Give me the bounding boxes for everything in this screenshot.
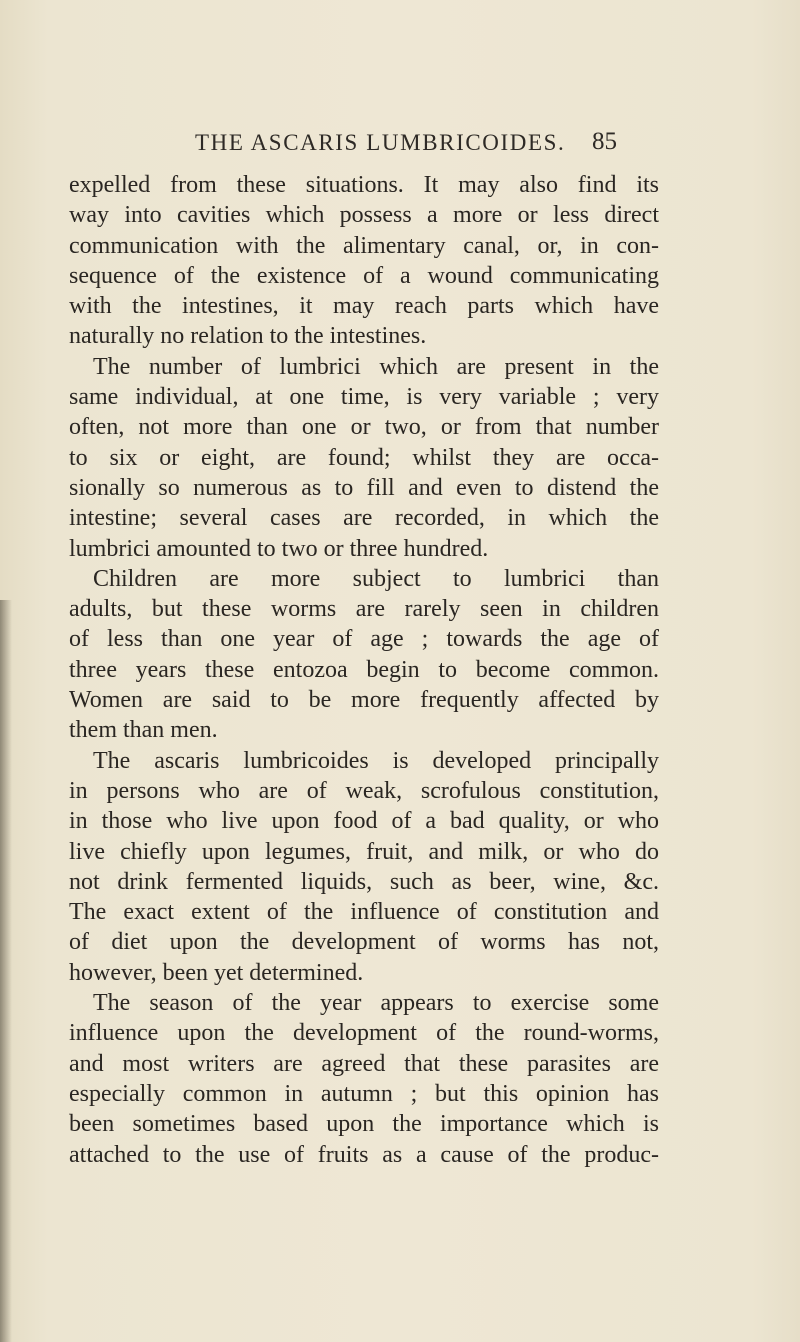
text-line: The season of the year appears to exercise some — [93, 990, 659, 1017]
text-line: however, been yet determined. — [69, 959, 364, 986]
body-text — [69, 170, 659, 1170]
text-line: attached to the use of fruits as a cause of the produc- — [69, 1141, 659, 1168]
text-line: The ascaris lumbricoides is developed principally — [93, 747, 659, 774]
text-line: sionally so numerous as to fill and even to distend the — [69, 474, 659, 501]
text-line: them than men. — [69, 717, 218, 744]
text-line: in those who live upon food of a bad quality, or who — [69, 808, 659, 835]
text-line: communication with the alimentary canal, or, in con- — [69, 232, 659, 259]
text-line: to six or eight, are found; whilst they are occa- — [69, 444, 659, 471]
text-line: and most writers are agreed that these parasites are — [69, 1050, 659, 1077]
text-line: expelled from these situations. It may also find its — [69, 172, 659, 198]
text-line: intestine; several cases are recorded, in which the — [69, 505, 659, 532]
page-edge-shadow — [0, 600, 12, 1342]
text-line: The number of lumbrici which are present in the — [93, 353, 659, 380]
text-line: Children are more subject to lumbrici than — [93, 565, 659, 592]
text-line: often, not more than one or two, or from that number — [69, 414, 659, 441]
text-line: lumbrici amounted to two or three hundred. — [69, 535, 489, 562]
text-line: been sometimes based upon the importance which is — [69, 1111, 659, 1138]
text-line: especially common in autumn ; but this opinion has — [69, 1080, 659, 1107]
text-line: way into cavities which possess a more or less direct — [69, 202, 659, 229]
text-line: live chiefly upon legumes, fruit, and milk, or who do — [69, 838, 659, 865]
text-line: The exact extent of the influence of constitution and — [69, 899, 659, 926]
page-number: 85 — [592, 128, 617, 155]
text-line: three years these entozoa begin to become common. — [69, 656, 659, 683]
text-line: Women are said to be more frequently affected by — [69, 687, 659, 714]
text-line: of diet upon the development of worms has not, — [69, 929, 659, 956]
page-header — [0, 130, 800, 162]
text-line: of less than one year of age ; towards the age of — [69, 626, 659, 653]
text-line: with the intestines, it may reach parts which have — [69, 293, 659, 320]
text-line: not drink fermented liquids, such as beer, wine, &c. — [69, 868, 659, 895]
text-line: adults, but these worms are rarely seen in children — [69, 596, 659, 623]
running-head: THE ASCARIS LUMBRICOIDES. — [195, 130, 566, 155]
text-line: in persons who are of weak, scrofulous constitution, — [69, 777, 659, 804]
text-line: sequence of the existence of a wound communicating — [69, 262, 659, 289]
text-line: same individual, at one time, is very variable ; very — [69, 384, 659, 411]
text-line: influence upon the development of the round-worms, — [69, 1020, 659, 1047]
text-line: naturally no relation to the intestines. — [69, 323, 427, 350]
